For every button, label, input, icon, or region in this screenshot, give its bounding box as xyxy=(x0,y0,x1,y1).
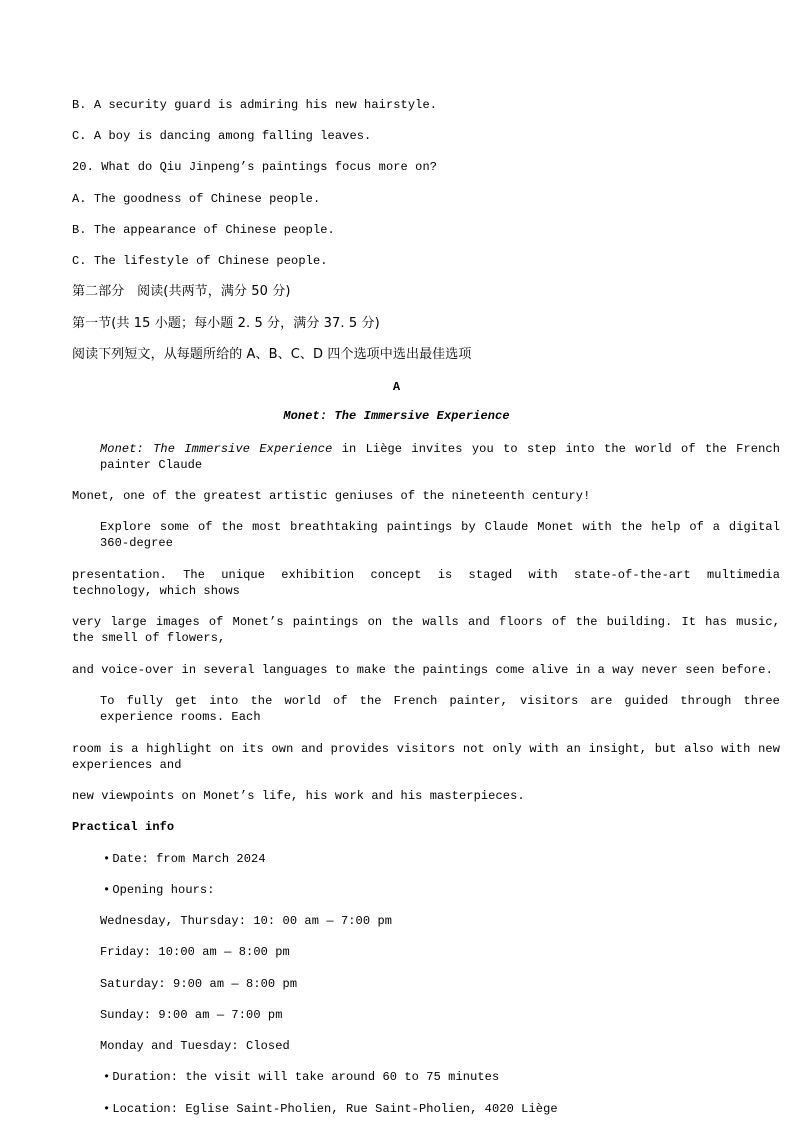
exhibition-name: Monet: The Immersive Experience xyxy=(100,442,333,456)
paragraph-1-line-2: Monet, one of the greatest artistic geniuses of the nineteenth century! xyxy=(72,489,591,503)
passage-letter: A xyxy=(392,380,401,394)
paragraph-3-line-1: To fully get into the world of the French painter, visitors are guided through three experience rooms. Each xyxy=(100,694,788,724)
paragraph-3-line-2: room is a highlight on its own and provides visitors not only with an insight, but also with new experiences and xyxy=(72,742,788,772)
practical-info-heading: Practical info xyxy=(72,820,175,834)
paragraph-1-line-1-text: in Liège invites you to step into the world of the French painter Claude xyxy=(100,442,788,472)
hours-fri: Friday: 10:00 am — 8:00 pm xyxy=(100,945,290,959)
paragraph-1-line-1 xyxy=(100,441,788,473)
date-text: Date: from March 2024 xyxy=(112,852,266,866)
info-location xyxy=(103,1101,793,1117)
paragraph-2-line-2: presentation. The unique exhibition concept is staged with state-of-the-art multimedia technology, which shows xyxy=(72,568,788,598)
paragraph-2-line-4: and voice-over in several languages to make the paintings come alive in a way never seen before. xyxy=(72,663,773,677)
part-two-title: 第二部分 阅读(共两节，满分 50 分) xyxy=(72,284,291,299)
info-duration xyxy=(103,1069,793,1085)
q20-option-c: C. The lifestyle of Chinese people. xyxy=(72,254,328,268)
hours-mon-tue: Monday and Tuesday: Closed xyxy=(100,1039,290,1053)
hours-wed-thu: Wednesday, Thursday: 10: 00 am — 7:00 pm xyxy=(100,914,393,928)
info-opening-hours xyxy=(103,882,793,898)
section-one-title: 第一节(共 15 小题；每小题 2. 5 分，满分 37. 5 分) xyxy=(72,316,380,331)
paragraph-2-line-1: Explore some of the most breathtaking paintings by Claude Monet with the help of a digital 360-degree xyxy=(100,520,788,550)
passage-title: Monet: The Immersive Experience xyxy=(283,409,510,423)
info-date xyxy=(103,851,793,867)
paragraph-3-line-3: new viewpoints on Monet’s life, his work and his masterpieces. xyxy=(72,789,525,803)
bullet-icon: • xyxy=(103,852,111,866)
q19-option-c: C. A boy is dancing among falling leaves. xyxy=(72,129,372,143)
q20-option-b: B. The appearance of Chinese people. xyxy=(72,223,335,237)
duration-text: Duration: the visit will take around 60 to 75 minutes xyxy=(112,1070,500,1084)
q19-option-b: B. A security guard is admiring his new hairstyle. xyxy=(72,98,438,112)
bullet-icon: • xyxy=(103,1102,111,1116)
location-text: Location: Eglise Saint-Pholien, Rue Saint-Pholien, 4020 Liège xyxy=(112,1102,558,1116)
bullet-icon: • xyxy=(103,883,111,897)
hours-sat: Saturday: 9:00 am — 8:00 pm xyxy=(100,977,298,991)
paragraph-2-line-3: very large images of Monet’s paintings on the walls and floors of the building. It has music, the smell of flowers, xyxy=(72,615,788,645)
reading-instruction: 阅读下列短文，从每题所给的 A、B、C、D 四个选项中选出最佳选项 xyxy=(72,347,472,362)
q20-question: 20. What do Qiu Jinpeng’s paintings focus more on? xyxy=(72,160,438,174)
opening-hours-text: Opening hours: xyxy=(112,883,215,897)
bullet-icon: • xyxy=(103,1070,111,1084)
q20-option-a: A. The goodness of Chinese people. xyxy=(72,192,321,206)
hours-sun: Sunday: 9:00 am — 7:00 pm xyxy=(100,1008,283,1022)
